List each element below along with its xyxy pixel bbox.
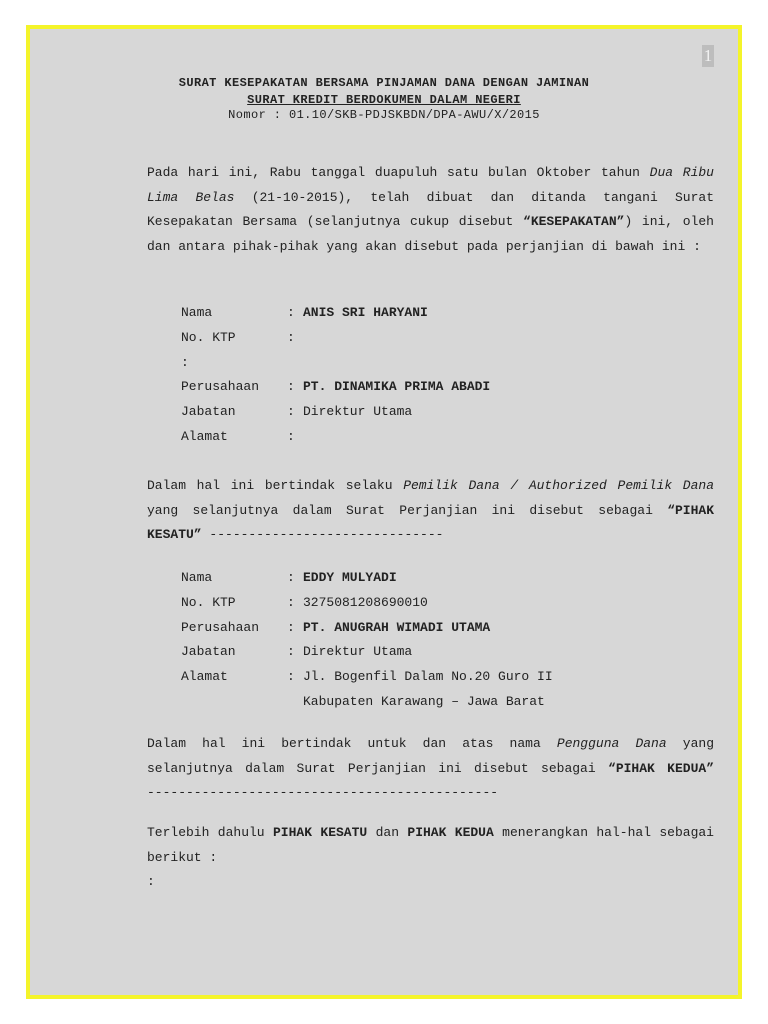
para4-pihak-kedua: PIHAK KEDUA — [407, 825, 494, 840]
party2-row-company — [181, 616, 553, 641]
field-label: Alamat — [181, 669, 228, 685]
field-value: PT. DINAMIKA PRIMA ABADI — [303, 379, 491, 395]
field-label: Jabatan — [181, 404, 236, 420]
field-value: PT. ANUGRAH WIMADI UTAMA — [303, 619, 491, 635]
para2-text-a: Dalam hal ini bertindak selaku — [147, 478, 404, 493]
party1-role-paragraph — [147, 474, 714, 548]
field-sep: : — [287, 644, 295, 660]
field-sep: : — [287, 619, 295, 635]
party2-fields — [181, 566, 553, 715]
para4-text-a: Terlebih dahulu — [147, 825, 273, 840]
field-sep: : — [287, 379, 295, 395]
para3-text-a: Dalam hal ini bertindak untuk dan atas nama — [147, 736, 557, 751]
document-subtitle-text: SURAT KREDIT BERDOKUMEN DALAM NEGERI — [247, 93, 521, 107]
party2-role-paragraph — [147, 732, 714, 806]
party1-row-address — [181, 425, 490, 450]
field-sep: : — [287, 594, 295, 610]
party1-row-ktp — [181, 326, 490, 351]
field-label: No. KTP — [181, 329, 236, 345]
field-label: Jabatan — [181, 644, 236, 660]
party2-row-ktp — [181, 591, 553, 616]
field-value: Jl. Bogenfil Dalam No.20 Guro II — [303, 669, 553, 685]
document-number: Nomor : 01.10/SKB-PDJSKBDN/DPA-AWU/X/2015 — [228, 108, 540, 122]
field-sep: : — [287, 329, 295, 345]
field-value: 3275081208690010 — [303, 594, 428, 610]
intro-text-c: ) ini, oleh dan antara pihak-pihak yang akan disebut pada perjanjian di bawah ini : — [147, 214, 714, 254]
party1-fields — [181, 301, 490, 450]
pihak-kedua-label: “PIHAK KEDUA” — [608, 760, 714, 776]
party1-row-name — [181, 301, 490, 326]
para4-pihak-kesatu: PIHAK KESATU — [273, 825, 368, 840]
field-sep: : — [287, 428, 295, 444]
para2-dashes: ------------------------------ — [201, 527, 444, 543]
intro-paragraph — [147, 161, 714, 259]
field-label: No. KTP — [181, 594, 236, 610]
field-value: EDDY MULYADI — [303, 570, 397, 585]
field-sep: : — [287, 404, 295, 420]
field-label: Alamat — [181, 428, 228, 444]
party1-row-company — [181, 375, 490, 400]
para2-text-b: yang selanjutnya dalam Surat Perjanjian ini disebut sebagai — [147, 502, 668, 518]
party2-address-line2: Kabupaten Karawang – Jawa Barat — [303, 693, 545, 709]
party2-row-address — [181, 665, 553, 690]
party1-row-colon — [181, 351, 490, 376]
para4-trailing-colon: : — [147, 874, 155, 890]
para2-italic: Pemilik Dana / Authorized Pemilik Dana — [403, 478, 715, 493]
intro-text-b: (21-10-2015), telah dibuat dan ditanda tangani Surat Kesepakatan Bersama (selanjutnya cukup disebut — [147, 189, 714, 230]
para3-dashes: --------------------------------------------- — [147, 785, 499, 801]
pihak-kesatu-label: “PIHAK KESATU” — [147, 502, 714, 543]
field-label: Perusahaan — [181, 379, 260, 395]
document-subtitle — [0, 93, 768, 107]
field-sep: : — [287, 669, 295, 685]
field-sep — [287, 351, 303, 376]
para4-text-b: dan — [367, 825, 408, 840]
party2-row-name — [181, 566, 553, 591]
para4-text-c: menerangkan hal-hal sebagai berikut : — [147, 825, 714, 865]
field-value: ANIS SRI HARYANI — [303, 305, 428, 320]
field-label: Nama — [181, 570, 213, 585]
document-title: SURAT KESEPAKATAN BERSAMA PINJAMAN DANA DENGAN JAMINAN — [178, 76, 590, 90]
field-value: Direktur Utama — [303, 404, 413, 420]
para3-italic: Pengguna Dana — [556, 736, 667, 751]
field-label: Perusahaan — [181, 619, 260, 635]
intro-year-italic: Dua Ribu Lima Belas — [147, 165, 714, 205]
field-label: : — [181, 354, 189, 370]
para3-text-b: yang selanjutnya dalam Surat Perjanjian ini disebut sebagai — [147, 736, 714, 776]
page-number: 1 — [703, 46, 713, 65]
intro-kesepakatan: “KESEPAKATAN” — [523, 214, 625, 230]
field-sep: : — [287, 570, 295, 585]
party1-row-position — [181, 400, 490, 425]
field-label: Nama — [181, 305, 213, 320]
field-sep: : — [287, 305, 295, 320]
intro-text-a: Pada hari ini, Rabu tanggal duapuluh satu bulan Oktober tahun — [147, 165, 650, 180]
closing-paragraph — [147, 821, 714, 895]
field-value: Direktur Utama — [303, 644, 413, 660]
party2-row-position — [181, 640, 553, 665]
